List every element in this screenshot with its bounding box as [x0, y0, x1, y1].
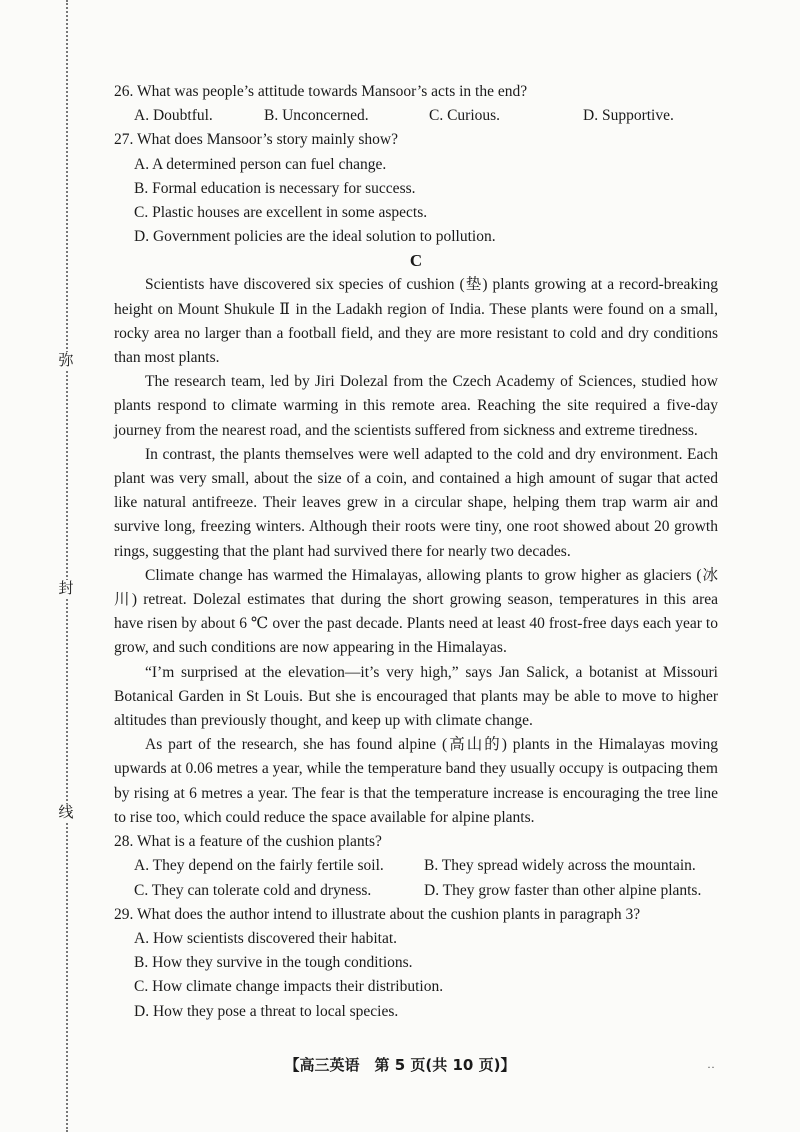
- question-27-stem: 27. What does Mansoor’s story mainly show?: [114, 131, 398, 149]
- passage-paragraph-2: The research team, led by Jiri Dolezal from the Czech Academy of Sciences, studied how plants respond to climate warming in this remote area. Reaching the site required a five-day journey from the nearest road, and the scientists suffered from sickness and extreme tiredness.: [114, 373, 718, 439]
- page-footer: 【高三英语 第 5 页(共 10 页)】: [284, 1056, 516, 1074]
- option-28-a: A. They depend on the fairly fertile soil.: [134, 857, 384, 875]
- section-label: C: [409, 251, 423, 271]
- corner-mark: ··: [707, 1060, 715, 1074]
- option-28-c: C. They can tolerate cold and dryness.: [134, 881, 372, 899]
- option-29-c: C. How climate change impacts their distribution.: [134, 978, 444, 996]
- question-26-options: [114, 104, 718, 128]
- binding-mark-mi: 弥: [58, 353, 74, 369]
- binding-mark-feng: 封: [58, 581, 74, 597]
- passage-paragraph-5: “I’m surprised at the elevation—it’s very high,” says Jan Salick, a botanist at Missouri Botanical Garden in St Louis. But she is encouraged that plants may be able to move to higher altitudes than previously thought, and keep up with climate change.: [114, 663, 718, 730]
- option-27-a: A. A determined person can fuel change.: [134, 155, 387, 173]
- option-29-b: B. How they survive in the tough conditions.: [134, 954, 413, 972]
- option-26-c: C. Curious.: [429, 107, 501, 125]
- option-28-d: D. They grow faster than other alpine plants.: [424, 881, 702, 899]
- option-29-a: A. How scientists discovered their habitat.: [134, 929, 398, 947]
- option-27-c: C. Plastic houses are excellent in some aspects.: [134, 204, 428, 222]
- option-26-b: B. Unconcerned.: [264, 107, 369, 125]
- passage-paragraph-6: As part of the research, she has found alpine (高山的) plants in the Himalayas moving upwards at 0.06 metres a year, while the temperature band they usually occupy is outpacing them by rising at 6 metres a year. The fear is that the temperature increase is encouraging the tree line to rise too, which could reduce the space available for alpine plants.: [114, 736, 718, 826]
- option-27-d: D. Government policies are the ideal solution to pollution.: [134, 228, 496, 246]
- question-26-stem: 26. What was people’s attitude towards Mansoor’s acts in the end?: [114, 83, 528, 100]
- passage-paragraph-3: In contrast, the plants themselves were well adapted to the cold and dry environment. Each plant was very small, about the size of a coin, and contained a high amount of sugar that acted like natural antifreeze. Their leaves grew in a circular shape, helping them trap warm air and survive long, freezing winters. Although their roots were tiny, one root showed about 20 growth rings, suggesting that the plant had survived there for nearly two decades.: [114, 445, 718, 560]
- option-29-d: D. How they pose a threat to local species.: [134, 1002, 399, 1020]
- question-28-options-row-1: [114, 854, 718, 878]
- passage-paragraph-4: Climate change has warmed the Himalayas, allowing plants to grow higher as glaciers (冰川) retreat. Dolezal estimates that during the short growing season, temperatures in this area have risen by about 6 ℃ over the past decade. Plants need at least 40 frost-free days each year to grow, and such conditions are now appearing in the Himalayas.: [114, 566, 718, 657]
- page-content: [114, 80, 718, 1024]
- question-29-stem: 29. What does the author intend to illustrate about the cushion plants in paragraph 3?: [114, 905, 641, 923]
- binding-mark-xian: 线: [58, 805, 74, 821]
- option-27-b: B. Formal education is necessary for success.: [134, 179, 416, 197]
- option-26-d: D. Supportive.: [583, 107, 674, 125]
- question-28-stem: 28. What is a feature of the cushion plants?: [114, 833, 382, 851]
- binding-line: [66, 0, 68, 1132]
- option-28-b: B. They spread widely across the mountain.: [424, 857, 696, 875]
- question-28-options-row-2: [114, 879, 718, 903]
- option-26-a: A. Doubtful.: [134, 107, 213, 125]
- passage-paragraph-1: Scientists have discovered six species of cushion (垫) plants growing at a record-breaking height on Mount Shukule Ⅱ in the Ladakh region of India. These plants were found on a small, rocky area no larger than a football field, and they are more resistant to cold and dry conditions than most plants.: [114, 276, 718, 367]
